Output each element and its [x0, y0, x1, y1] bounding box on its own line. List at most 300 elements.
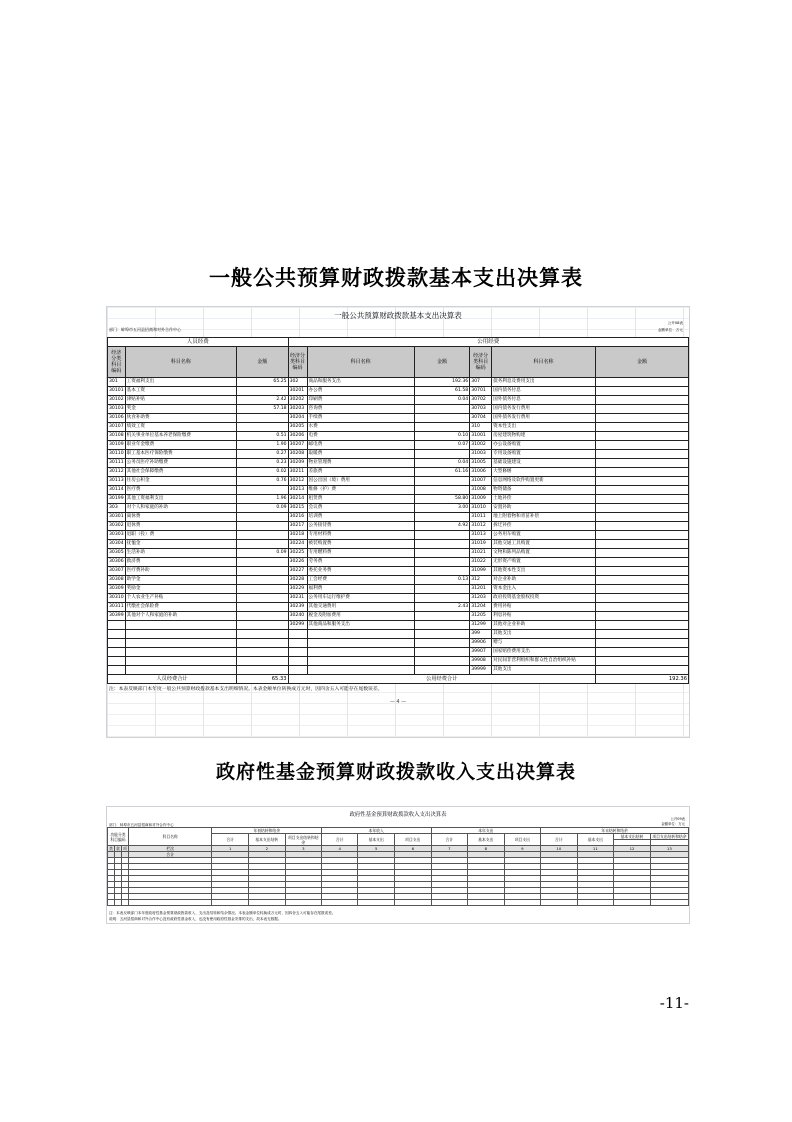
table-cell: 0.02: [237, 468, 289, 477]
table-cell: 办公设备购置: [492, 441, 596, 450]
table-cell: [595, 567, 688, 576]
table-cell: [288, 648, 307, 657]
table-cell: [595, 504, 688, 513]
table-cell: 30108: [108, 432, 126, 441]
table-cell: [595, 459, 688, 468]
table-cell: [504, 900, 541, 906]
table-cell: 30224: [288, 540, 307, 549]
table-cell: [414, 513, 470, 522]
table-cell: 30231: [288, 594, 307, 603]
table-cell: [285, 900, 321, 906]
table-row: [108, 396, 689, 405]
table-cell: 差旅费: [307, 468, 414, 477]
table-cell: 302: [288, 378, 307, 387]
label-sum: 合计: [128, 852, 212, 858]
table-cell: [414, 531, 470, 540]
table-cell: 39908: [470, 657, 492, 666]
table-note: [109, 910, 335, 922]
table-row: [108, 567, 689, 576]
col-header-name: 科目名称: [492, 347, 596, 378]
table-row: [108, 387, 689, 396]
table-cell: [125, 666, 236, 675]
table-cell: 工资福利支出: [125, 378, 236, 387]
col-no: 10: [541, 846, 577, 852]
sub-basic: 基本支出结转: [248, 834, 285, 846]
table-cell: 职业年金缴费: [125, 441, 236, 450]
col-no: 9: [504, 846, 541, 852]
table-cell: 无形资产购置: [492, 558, 596, 567]
table-cell: 咨询费: [307, 405, 414, 414]
table-cell: 31013: [470, 531, 492, 540]
table-cell: 手续费: [307, 414, 414, 423]
table-cell: [237, 612, 289, 621]
table-row: [108, 900, 689, 906]
table-cell: 福利费: [307, 585, 414, 594]
table-cell: [595, 657, 688, 666]
table-row: [108, 504, 689, 513]
total-public-value: 192.36: [595, 675, 688, 684]
table-cell: 192.36: [414, 378, 470, 387]
table-cell: 31021: [470, 549, 492, 558]
col-no: 5: [358, 846, 395, 852]
table-cell: 30216: [288, 513, 307, 522]
table-cell: [237, 630, 289, 639]
table-cell: 39906: [470, 639, 492, 648]
table-cell: [307, 657, 414, 666]
table-cell: 58.80: [414, 495, 470, 504]
table-cell: 国外债务发行费用: [492, 414, 596, 423]
table-cell: [595, 513, 688, 522]
table-cell: 基础设施建设: [492, 459, 596, 468]
table-cell: [595, 666, 688, 675]
table-row: [108, 549, 689, 558]
table-cell: [595, 585, 688, 594]
table-cell: 物资储备: [492, 486, 596, 495]
table-cell: 31009: [470, 495, 492, 504]
col-no: 8: [467, 846, 504, 852]
table-row: [108, 468, 689, 477]
sub-total: 合计: [541, 834, 577, 846]
table-row: [108, 594, 689, 603]
table-cell: 国内债务付息: [492, 387, 596, 396]
table-cell: [431, 900, 467, 906]
table-cell: [595, 432, 688, 441]
table-cell: 30110: [108, 450, 126, 459]
table-cell: 30309: [108, 585, 126, 594]
table-cell: 30114: [108, 486, 126, 495]
table-cell: 30113: [108, 477, 126, 486]
total-public-label: 公用经费合计: [288, 675, 595, 684]
table-cell: 国家赔偿费用支出: [492, 648, 596, 657]
table-cell: [108, 657, 126, 666]
table-cell: [595, 549, 688, 558]
sub-basic-exp: 基本支出: [358, 834, 395, 846]
table-row: [108, 666, 689, 675]
table-row: [108, 441, 689, 450]
table-cell: 对企业补助: [492, 576, 596, 585]
table-cell: 301: [108, 378, 126, 387]
table-cell: 会议费: [307, 504, 414, 513]
table-row: [108, 612, 689, 621]
table-cell: [414, 630, 470, 639]
table-cell: [595, 450, 688, 459]
table-cell: 0.27: [237, 450, 289, 459]
department-label: 部门：蚌埠市五河县招商和对外合作中心: [109, 327, 181, 332]
table-cell: [414, 639, 470, 648]
table-cell: 39907: [470, 648, 492, 657]
col-header-name: 科目名称: [125, 347, 236, 378]
table-cell: 安置补助: [492, 504, 596, 513]
table-row: [108, 558, 689, 567]
unit-label: 金额单位：万元: [657, 328, 683, 332]
table-cell: [237, 486, 289, 495]
table-cell: [237, 639, 289, 648]
table-cell: 专用燃料费: [307, 549, 414, 558]
table-row: [108, 486, 689, 495]
table-cell: 其他资本性支出: [492, 567, 596, 576]
table-cell: 312: [470, 576, 492, 585]
table-cell: [595, 477, 688, 486]
table-cell: 3.00: [414, 504, 470, 513]
table-cell: [125, 630, 236, 639]
table-cell: 退休费: [125, 522, 236, 531]
table-cell: [595, 486, 688, 495]
table-cell: 30303: [108, 531, 126, 540]
table-cell: 2.43: [414, 603, 470, 612]
table-cell: [414, 405, 470, 414]
table-cell: 个人农业生产补贴: [125, 594, 236, 603]
table-cell: [108, 621, 126, 630]
table-cell: [237, 531, 289, 540]
table-cell: 大型修缮: [492, 468, 596, 477]
table-cell: [414, 477, 470, 486]
table-cell: 0.07: [414, 441, 470, 450]
table-cell: 维修（护）费: [307, 486, 414, 495]
table-row: [108, 477, 689, 486]
table-cell: 1.96: [237, 495, 289, 504]
table-cell: 30229: [288, 585, 307, 594]
label-column-no: 栏次: [128, 846, 212, 852]
sub-total: 合计: [321, 834, 357, 846]
table-cell: 31205: [470, 612, 492, 621]
table-cell: [595, 612, 688, 621]
table-cell: 租赁费: [307, 495, 414, 504]
table-cell: 退职（役）费: [125, 531, 236, 540]
table-cell: 0.10: [414, 432, 470, 441]
table-cell: [595, 621, 688, 630]
table-cell: 1.90: [237, 441, 289, 450]
table-cell: 30306: [108, 558, 126, 567]
table-cell: [237, 558, 289, 567]
table-cell: [414, 540, 470, 549]
table-row: [108, 585, 689, 594]
table-cell: 助学金: [125, 576, 236, 585]
col-header-code: 经济分类科目编码: [108, 347, 126, 378]
table-cell: 30112: [108, 468, 126, 477]
table-cell: 61.16: [414, 468, 470, 477]
table-cell: 伙食补助费: [125, 414, 236, 423]
table-row: [108, 576, 689, 585]
col-header-code: 经济分类科目编码: [288, 347, 307, 378]
table-cell: [125, 648, 236, 657]
table-cell: [237, 423, 289, 432]
table-cell: 30205: [288, 423, 307, 432]
table-cell: 办公费: [307, 387, 414, 396]
table-cell: [414, 423, 470, 432]
table-cell: 31006: [470, 468, 492, 477]
table-cell: [414, 648, 470, 657]
table-cell: 30399: [108, 612, 126, 621]
sub-project-exp: 项目支出: [394, 834, 431, 846]
page-title-general-budget: 一般公共预算财政拨款基本支出决算表: [209, 266, 583, 290]
table-cell: [414, 621, 470, 630]
table-cell: 399: [470, 630, 492, 639]
table-cell: [237, 387, 289, 396]
table-cell: [108, 639, 126, 648]
table-cell: 拆迁补偿: [492, 522, 596, 531]
table-cell: 政府投资基金股权投资: [492, 594, 596, 603]
table-cell: 30199: [108, 495, 126, 504]
table-cell: 基本工资: [125, 387, 236, 396]
table-cell: 31203: [470, 594, 492, 603]
col-header-name: 科目名称: [128, 828, 212, 846]
table-cell: 2.42: [237, 396, 289, 405]
table-cell: [237, 585, 289, 594]
table-cell: 30208: [288, 450, 307, 459]
page-title-fund-budget: 政府性基金预算财政拨款收入支出决算表: [215, 761, 576, 783]
table-cell: 30228: [288, 576, 307, 585]
table-cell: 地上附着物和青苗补偿: [492, 513, 596, 522]
table-cell: 住房公积金: [125, 477, 236, 486]
form-code: 公开08表: [667, 321, 683, 325]
sub-basic-exp: 基本支出: [577, 834, 614, 846]
table-row: [108, 423, 689, 432]
table-cell: 对个人和家庭的补助: [125, 504, 236, 513]
table-cell: [595, 405, 688, 414]
table-cell: 国外债务付息: [492, 396, 596, 405]
col-header-code: 经济分类科目编码: [470, 347, 492, 378]
table-cell: 30207: [288, 441, 307, 450]
sub-basic-end: 基本支出结转: [614, 834, 651, 840]
table-cell: 31008: [470, 486, 492, 495]
header-public: 公用经费: [288, 338, 688, 347]
table-cell: [237, 657, 289, 666]
table-cell: 其他交通费用: [307, 603, 414, 612]
table-cell: [595, 648, 688, 657]
table-cell: 房屋建筑物购建: [492, 432, 596, 441]
table-cell: 其他对个人和家庭的补助: [125, 612, 236, 621]
table-cell: 30215: [288, 504, 307, 513]
table-cell: 印刷费: [307, 396, 414, 405]
table-cell: 公务接待费: [307, 522, 414, 531]
table-cell: 公务员医疗补助缴费: [125, 459, 236, 468]
table-cell: [595, 378, 688, 387]
sheet-caption: 一般公共预算财政拨款基本支出决算表: [334, 311, 462, 320]
sub-project-exp: 项目支出: [504, 834, 541, 846]
table-cell: [237, 567, 289, 576]
table-row: [108, 657, 689, 666]
table-cell: 绩效工资: [125, 423, 236, 432]
table-cell: 31012: [470, 522, 492, 531]
department-label: 部门：蚌埠市五河县招商和对外合作中心: [109, 823, 174, 827]
group-income: 本年收入: [321, 828, 431, 834]
form-code: 公开09表: [670, 817, 685, 821]
table-row: [108, 405, 689, 414]
table-cell: 30225: [288, 549, 307, 558]
table-cell: [237, 414, 289, 423]
table-cell: [414, 567, 470, 576]
table-cell: 培训费: [307, 513, 414, 522]
table-cell: 30302: [108, 522, 126, 531]
table-row: [108, 648, 689, 657]
table-cell: 30227: [288, 567, 307, 576]
table-cell: 30701: [470, 387, 492, 396]
table-cell: 其他社会保障缴费: [125, 468, 236, 477]
general-budget-table: [107, 337, 689, 684]
label-item: 项: [123, 846, 127, 851]
table-cell: 其他工资福利支出: [125, 495, 236, 504]
table-cell: 其他交通工具购置: [492, 540, 596, 549]
note-line-2: 说明：五河县招商和对外合作中心没有政府性基金收入，也没有使用政府性基金安排的支出，故本表无数据。: [109, 917, 282, 921]
table-cell: [108, 666, 126, 675]
table-cell: 0.13: [414, 576, 470, 585]
table-cell: [125, 621, 236, 630]
col-no: 7: [431, 846, 467, 852]
group-expenditure: 本年支出: [431, 828, 541, 834]
table-cell: 30304: [108, 540, 126, 549]
table-cell: 4.92: [414, 522, 470, 531]
table-cell: 津贴补贴: [125, 396, 236, 405]
table-cell: 职工基本医疗保险缴费: [125, 450, 236, 459]
header-personnel: 人员经费: [108, 338, 289, 347]
sub-basic-exp: 基本支出: [467, 834, 504, 846]
table-cell: 31001: [470, 432, 492, 441]
table-cell: 65.25: [237, 378, 289, 387]
table-cell: [414, 450, 470, 459]
table-cell: 其他支出: [492, 666, 596, 675]
table-cell: 税金及附加费用: [307, 612, 414, 621]
col-header-amount: 金额: [414, 347, 470, 378]
table-row: [108, 603, 689, 612]
table-cell: 30702: [470, 396, 492, 405]
table-cell: 31019: [470, 540, 492, 549]
table-cell: [114, 900, 121, 906]
col-header-code: 功能分类科目编码: [108, 828, 129, 846]
table-cell: 30703: [470, 405, 492, 414]
table-cell: 0.51: [237, 432, 289, 441]
table-row: [108, 495, 689, 504]
table-row: [108, 540, 689, 549]
table-cell: [595, 558, 688, 567]
sub-total: 合计: [431, 834, 467, 846]
table-row: [108, 639, 689, 648]
col-header-amount: 金额: [237, 347, 289, 378]
table-cell: [414, 657, 470, 666]
col-no: 3: [285, 846, 321, 852]
table-cell: 0.23: [237, 459, 289, 468]
table-row: [108, 630, 689, 639]
table-cell: [307, 648, 414, 657]
table-cell: 债务利息及费用支出: [492, 378, 596, 387]
page-number: -11-: [659, 994, 689, 1012]
fund-budget-sheet: [106, 806, 690, 924]
table-cell: 救济费: [125, 558, 236, 567]
table-cell: [237, 540, 289, 549]
table-cell: 30301: [108, 513, 126, 522]
table-cell: 30307: [108, 567, 126, 576]
table-cell: 30107: [108, 423, 126, 432]
table-cell: [614, 900, 651, 906]
table-cell: 抚恤金: [125, 540, 236, 549]
table-cell: 奖金: [125, 405, 236, 414]
table-cell: 61.58: [414, 387, 470, 396]
total-personnel-value: 65.33: [237, 675, 289, 684]
table-cell: 30201: [288, 387, 307, 396]
table-cell: 0.76: [237, 477, 289, 486]
fund-budget-table: [107, 827, 689, 906]
table-cell: [237, 648, 289, 657]
table-row: [108, 621, 689, 630]
table-cell: 30209: [288, 459, 307, 468]
table-cell: 专用设备购置: [492, 450, 596, 459]
table-cell: 0.09: [237, 549, 289, 558]
table-cell: [288, 666, 307, 675]
table-cell: 30103: [108, 405, 126, 414]
table-cell: [595, 387, 688, 396]
table-cell: 代缴社会保险费: [125, 603, 236, 612]
table-cell: 利息补贴: [492, 612, 596, 621]
table-cell: 30202: [288, 396, 307, 405]
table-cell: [108, 900, 115, 906]
table-cell: 31204: [470, 603, 492, 612]
table-cell: [358, 900, 395, 906]
table-cell: [595, 630, 688, 639]
table-cell: [307, 666, 414, 675]
table-cell: [595, 423, 688, 432]
col-no: 4: [321, 846, 357, 852]
table-cell: [288, 639, 307, 648]
note-line-1: 注：本表反映部门本年度政府性基金预算财政拨款收入、支出及结转和结余情况。本表金额单位转换成万元时，因四舍五入可能存在尾数误差。: [109, 911, 336, 915]
table-cell: 31011: [470, 513, 492, 522]
table-cell: 307: [470, 378, 492, 387]
table-cell: 资本金注入: [492, 585, 596, 594]
table-cell: [414, 594, 470, 603]
table-cell: [237, 594, 289, 603]
col-no: 13: [650, 846, 688, 852]
label-kuan: 款: [116, 846, 120, 851]
table-cell: [595, 522, 688, 531]
table-cell: [414, 585, 470, 594]
table-cell: 39999: [470, 666, 492, 675]
table-cell: 30305: [108, 549, 126, 558]
col-header-name: 科目名称: [307, 347, 414, 378]
sub-total: 合计: [212, 834, 248, 846]
table-cell: 水费: [307, 423, 414, 432]
table-cell: 机关事业单位基本养老保险缴费: [125, 432, 236, 441]
table-cell: 国内债务发行费用: [492, 405, 596, 414]
sheet-caption: 政府性基金预算财政拨款收入支出决算表: [349, 812, 447, 818]
table-cell: 0.04: [414, 459, 470, 468]
table-cell: 离休费: [125, 513, 236, 522]
table-cell: 30240: [288, 612, 307, 621]
table-cell: 费用补贴: [492, 603, 596, 612]
table-cell: [237, 513, 289, 522]
table-cell: 30239: [288, 603, 307, 612]
table-cell: [212, 900, 248, 906]
table-cell: [595, 531, 688, 540]
table-cell: [288, 657, 307, 666]
table-cell: 30310: [108, 594, 126, 603]
